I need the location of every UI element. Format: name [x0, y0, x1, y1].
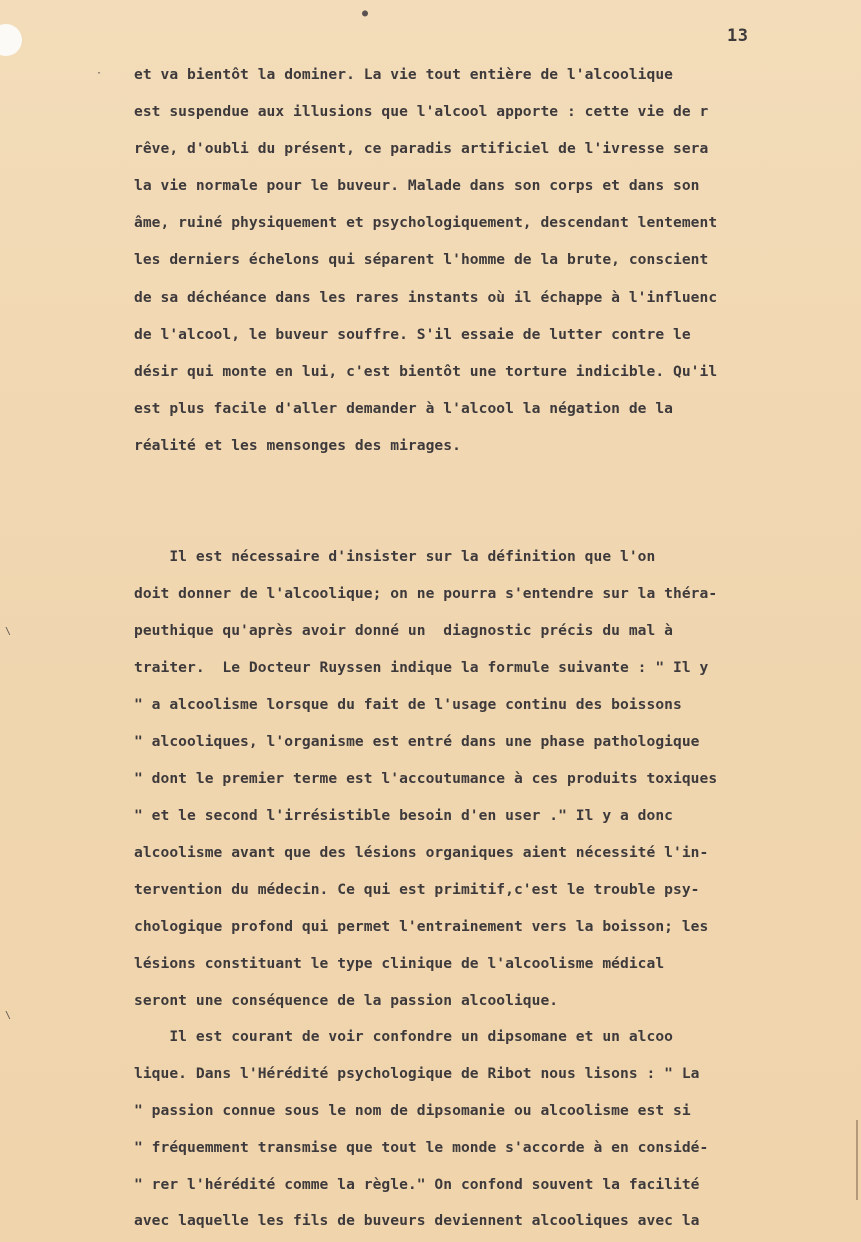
text-line: avec laquelle les fils de buveurs deviennent alcooliques avec la: [134, 1212, 700, 1229]
text-line: est plus facile d'aller demander à l'alcool la négation de la: [134, 400, 674, 417]
text-line: Il est courant de voir confondre un dipsomane et un alcoo: [134, 1028, 674, 1045]
text-line: " alcooliques, l'organisme est entré dans une phase pathologique: [134, 733, 700, 750]
text-line: de sa déchéance dans les rares instants où il échappe à l'influenc: [134, 289, 718, 306]
text-line: seront une conséquence de la passion alcoolique.: [134, 992, 559, 1009]
text-line: doit donner de l'alcoolique; on ne pourra s'entendre sur la théra-: [134, 585, 718, 602]
text-line: " rer l'hérédité comme la règle." On confond souvent la facilité: [134, 1176, 700, 1193]
ink-speck: \: [5, 626, 12, 637]
text-line: peuthique qu'après avoir donné un diagnostic précis du mal à: [134, 622, 674, 639]
text-line: de l'alcool, le buveur souffre. S'il essaie de lutter contre le: [134, 326, 691, 343]
text-line: lique. Dans l'Hérédité psychologique de Ribot nous lisons : " La: [134, 1065, 700, 1082]
text-line: Il est nécessaire d'insister sur la définition que l'on: [134, 548, 656, 565]
page-number: 13: [727, 26, 749, 46]
text-line: est suspendue aux illusions que l'alcool apporte : cette vie de r: [134, 103, 709, 120]
text-line: la vie normale pour le buveur. Malade dans son corps et dans son: [134, 177, 700, 194]
text-line: " a alcoolisme lorsque du fait de l'usage continu des boissons: [134, 696, 682, 713]
text-line: traiter. Le Docteur Ruyssen indique la formule suivante : " Il y: [134, 659, 709, 676]
text-line: rêve, d'oubli du présent, ce paradis artificiel de l'ivresse sera: [134, 140, 709, 157]
text-line: " et le second l'irrésistible besoin d'en user ." Il y a donc: [134, 807, 674, 824]
ink-speck: ·: [96, 68, 103, 79]
ink-speck: \: [5, 1010, 12, 1021]
text-line: " dont le premier terme est l'accoutumance à ces produits toxiques: [134, 770, 718, 787]
ink-speck: ●: [362, 8, 369, 19]
text-line: âme, ruiné physiquement et psychologiquement, descendant lentement: [134, 214, 718, 231]
text-line: les derniers échelons qui séparent l'homme de la brute, conscient: [134, 251, 709, 268]
text-line: alcoolisme avant que des lésions organiques aient nécessité l'in-: [134, 844, 709, 861]
text-line: désir qui monte en lui, c'est bientôt une torture indicible. Qu'il: [134, 363, 718, 380]
text-line: et va bientôt la dominer. La vie tout entière de l'alcoolique: [134, 66, 674, 83]
text-line: " fréquemment transmise que tout le monde s'accorde à en considé-: [134, 1139, 709, 1156]
punch-hole: [0, 24, 22, 56]
page-edge-mark: [856, 1120, 858, 1200]
text-line: " passion connue sous le nom de dipsomanie ou alcoolisme est si: [134, 1102, 691, 1119]
text-line: tervention du médecin. Ce qui est primitif,c'est le trouble psy-: [134, 881, 700, 898]
text-line: lésions constituant le type clinique de l'alcoolisme médical: [134, 955, 665, 972]
text-line: réalité et les mensonges des mirages.: [134, 437, 461, 454]
text-line: chologique profond qui permet l'entrainement vers la boisson; les: [134, 918, 709, 935]
